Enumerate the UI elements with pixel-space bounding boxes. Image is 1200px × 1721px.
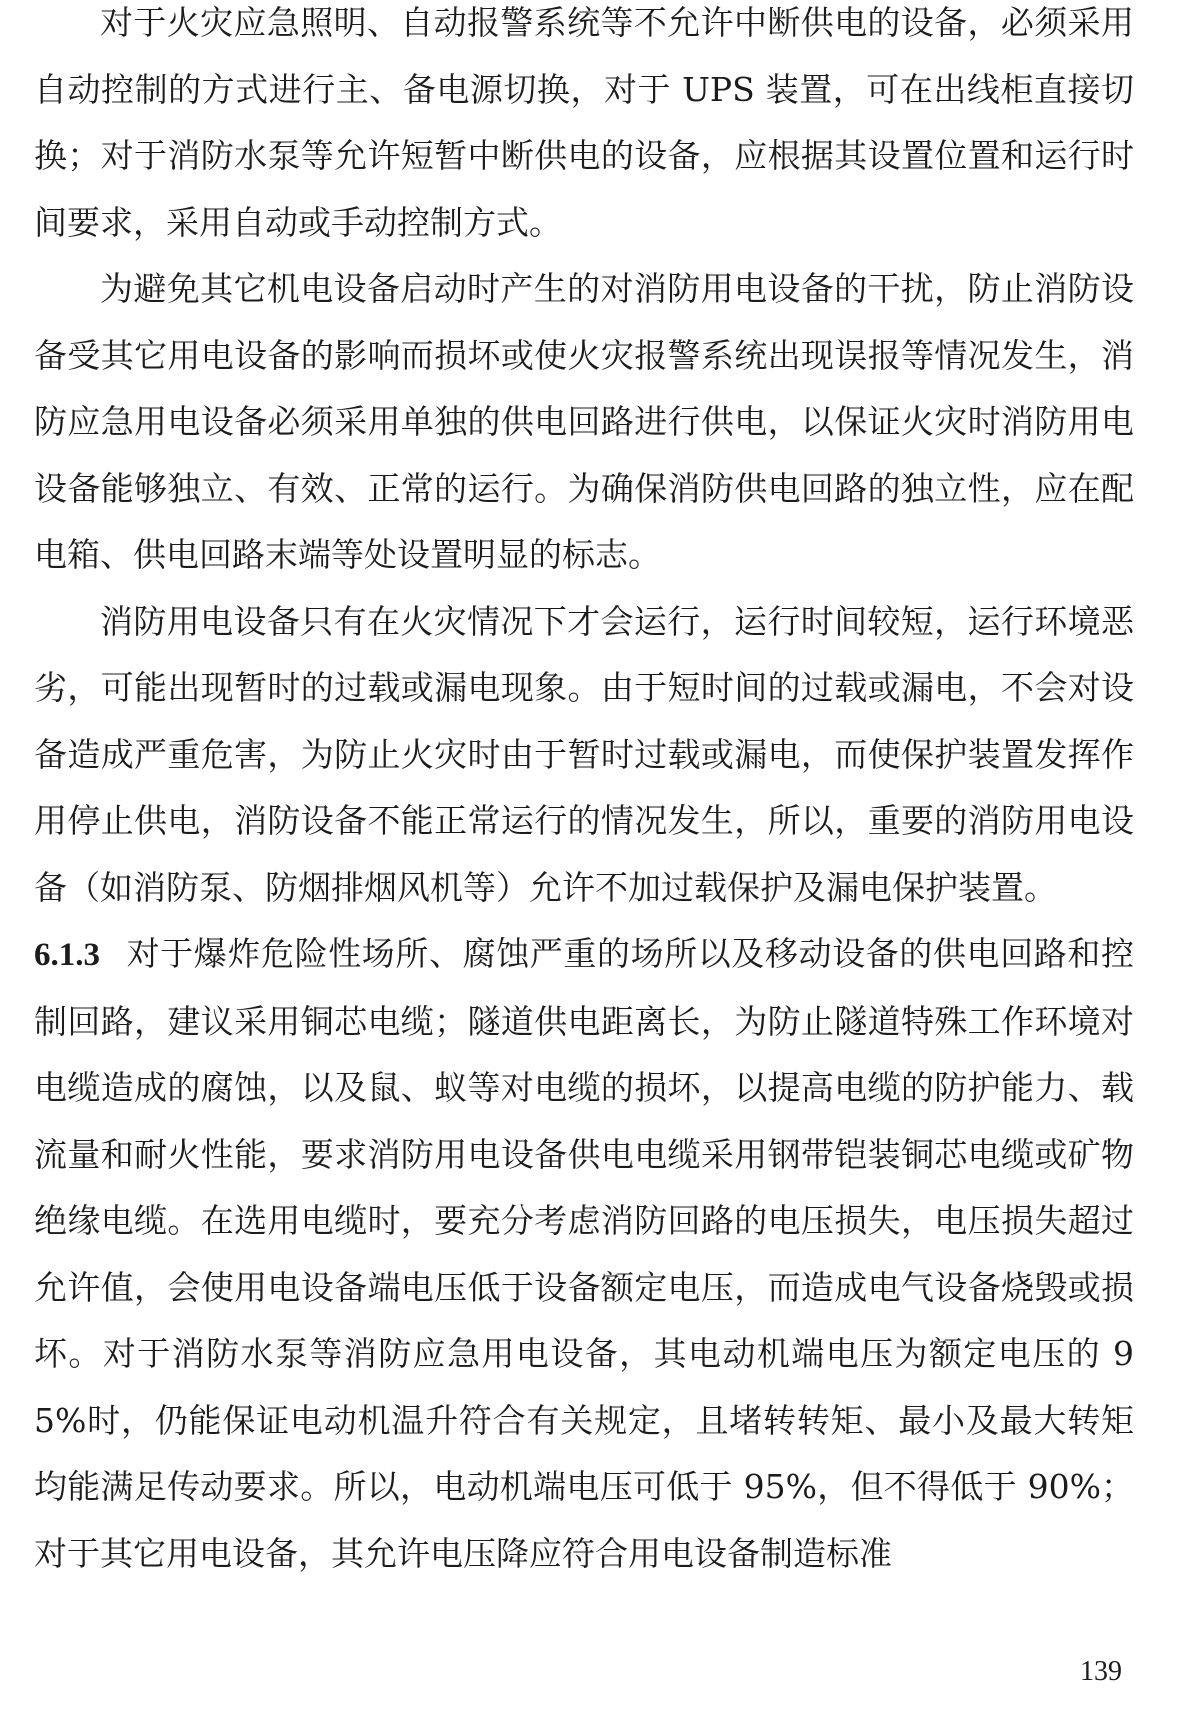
body-text [34, 0, 1134, 1587]
section-number: 6.1.3 [34, 937, 100, 973]
paragraph-power-switching: 对于火灾应急照明、自动报警系统等不允许中断供电的设备，必须采用自动控制的方式进行主、备电源切换，对于 UPS 装置，可在出线柜直接切换；对于消防水泵等允许短暂中断供电的设备，应根据其设置位置和运行时间要求，采用自动或手动控制方式。 [34, 3, 1134, 242]
section-text: 对于爆炸危险性场所、腐蚀严重的场所以及移动设备的供电回路和控制回路，建议采用铜芯电缆；隧道供电距离长，为防止隧道特殊工作环境对电缆造成的腐蚀，以及鼠、蚁等对电缆的损坏，以提高电缆的防护能力、载流量和耐火性能，要求消防用电设备供电电缆采用钢带铠装铜芯电缆或矿物绝缘电缆。在选用电缆时，要充分考虑消防回路的电压损失，电压损失超过允许值，会使用电设备端电压低于设备额定电压，而造成电气设备烧毁或损坏。对于消防水泵等消防应急用电设备，其电动机端电压为额定电压的 95%时，仍能保证电动机温升符合有关规定，且堵转转矩、最小及最大转矩均能满足传动要求。所以，电动机端电压可低于 95%，但不得低于 90%；对于其它用电设备，其允许电压降应符合用电设备制造标准 [34, 934, 1134, 1573]
paragraph-independent-circuit: 为避免其它机电设备启动时产生的对消防用电设备的干扰，防止消防设备受其它用电设备的影响而损坏或使火灾报警系统出现误报等情况发生，消防应急用电设备必须采用单独的供电回路进行供电，以保证火灾时消防用电设备能够独立、有效、正常的运行。为确保消防供电回路的独立性，应在配电箱、供电回路末端等处设置明显的标志。 [34, 269, 1134, 574]
section-6-1-3 [34, 921, 1134, 1587]
page-number: 139 [1080, 1656, 1122, 1687]
paragraph-overload-protection: 消防用电设备只有在火灾情况下才会运行，运行时间较短，运行环境恶劣，可能出现暂时的过载或漏电现象。由于短时间的过载或漏电，不会对设备造成严重危害，为防止火灾时由于暂时过载或漏电，而使保护装置发挥作用停止供电，消防设备不能正常运行的情况发生，所以，重要的消防用电设备（如消防泵、防烟排烟风机等）允许不加过载保护及漏电保护装置。 [34, 601, 1134, 907]
